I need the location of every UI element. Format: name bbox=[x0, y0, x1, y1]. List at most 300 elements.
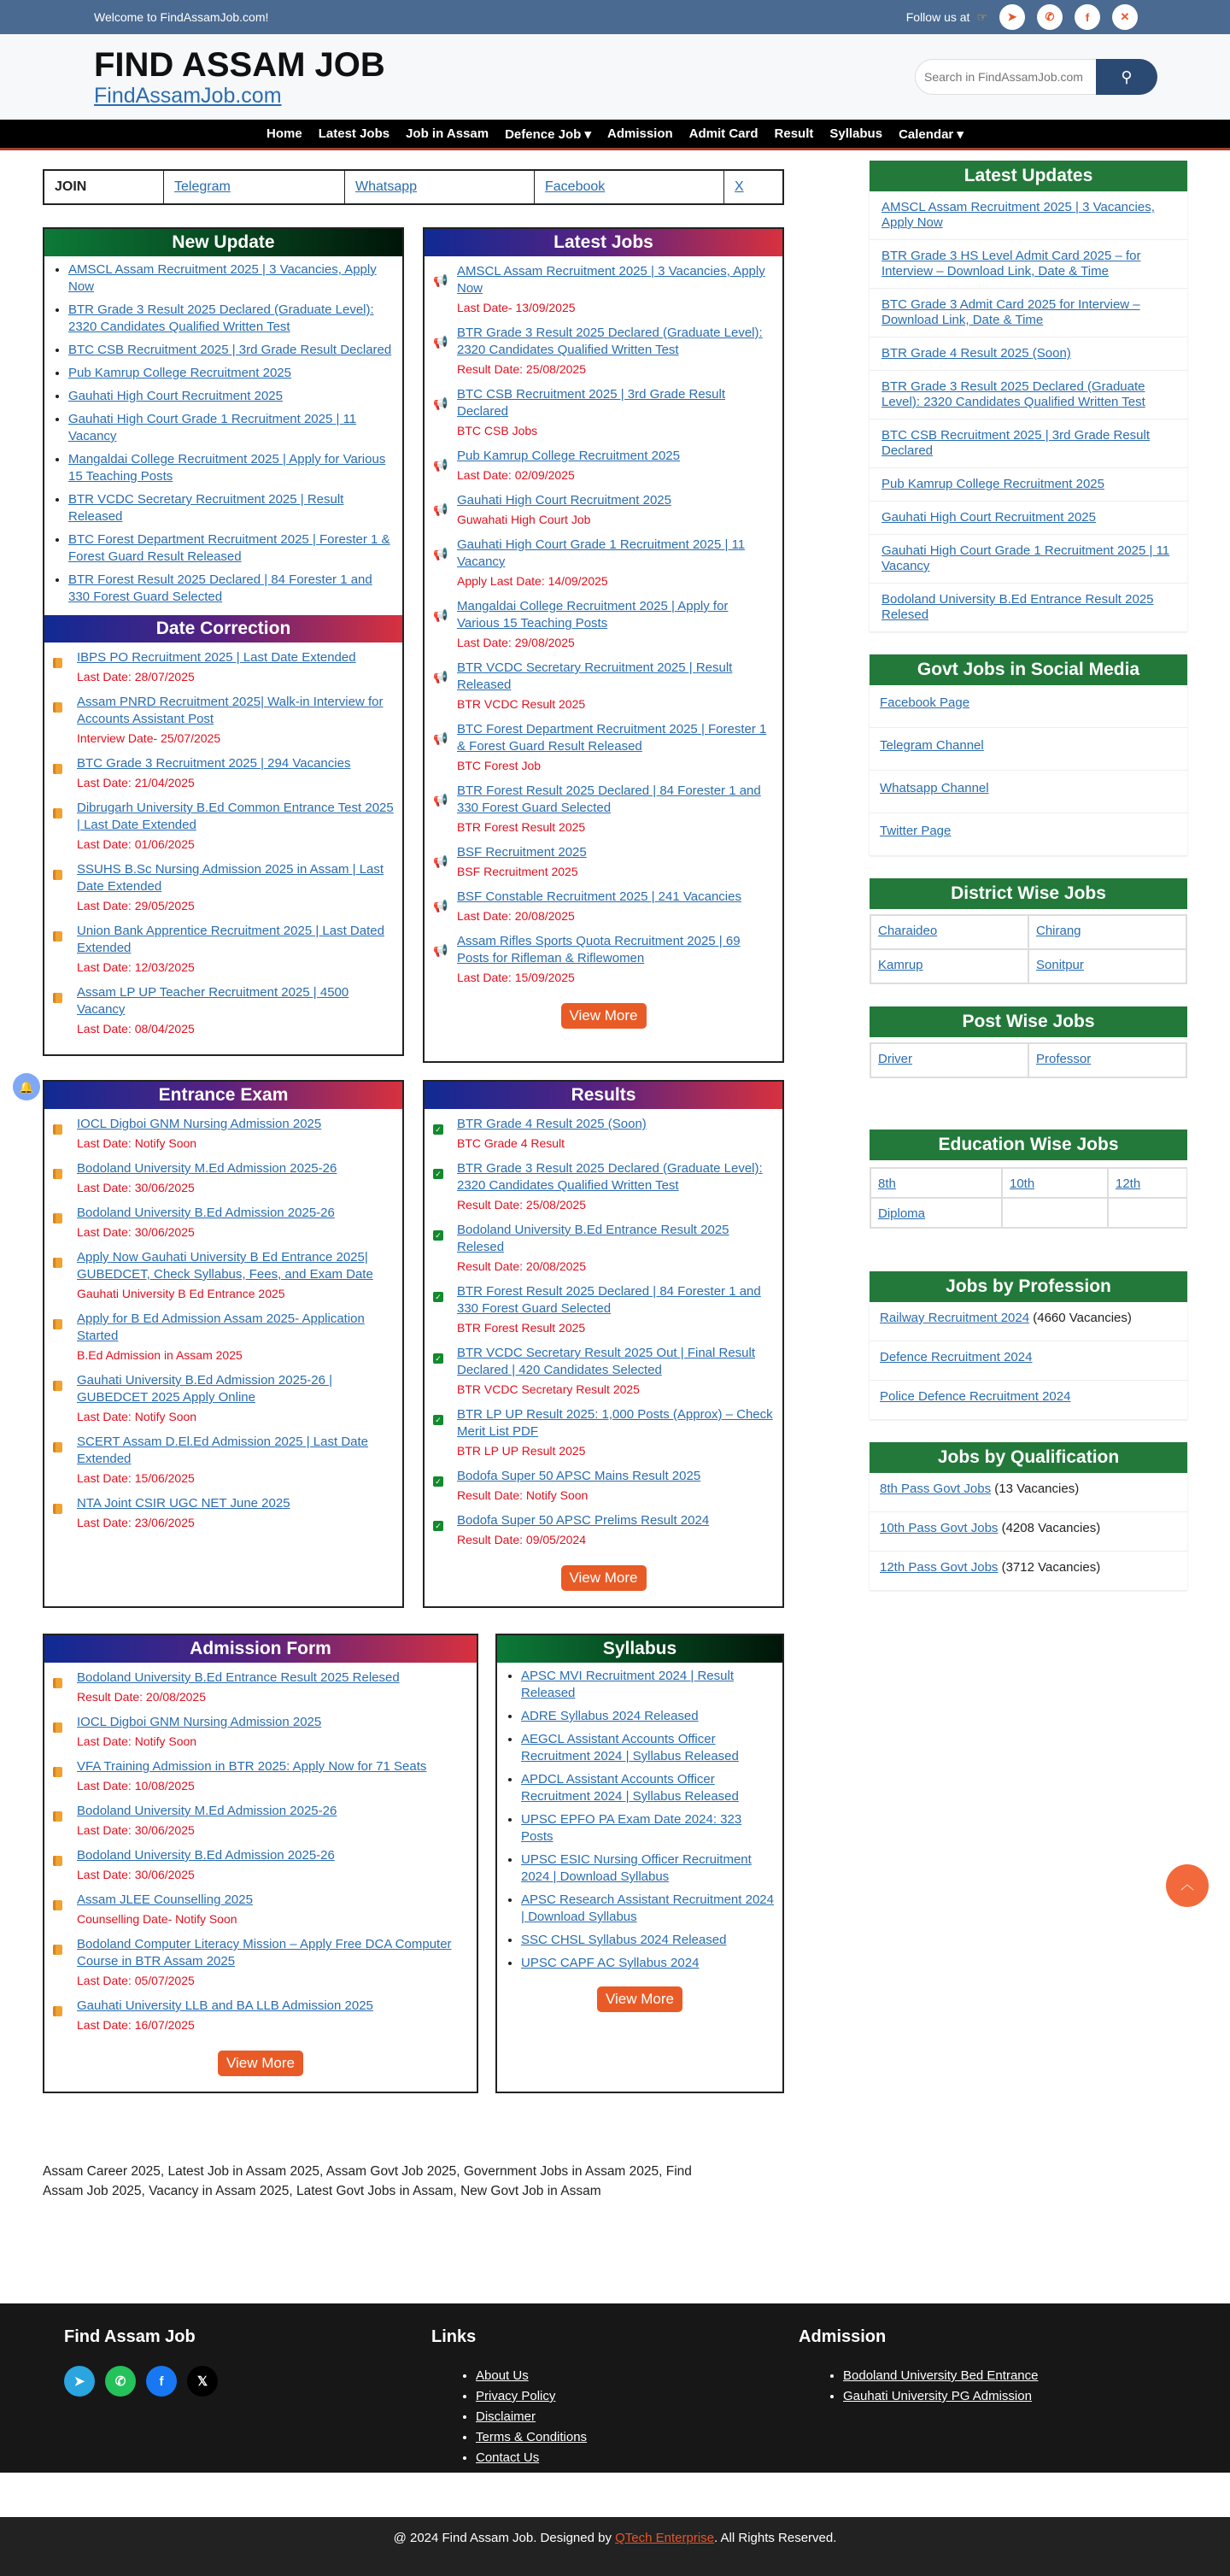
list-item bbox=[521, 1955, 774, 1972]
footer-link[interactable]: Terms & Conditions bbox=[476, 2430, 588, 2444]
education-jobs-title: Education Wise Jobs bbox=[870, 1130, 1187, 1160]
list-item bbox=[53, 649, 394, 685]
list-item-link[interactable]: Dibrugarh University B.Ed Common Entrance Test 2025 | Last Date Extended bbox=[77, 801, 394, 832]
book-glyph bbox=[53, 1381, 62, 1391]
footer-admission-title: Admission bbox=[799, 2327, 887, 2346]
top-bar bbox=[0, 0, 1230, 34]
book-icon bbox=[53, 1847, 70, 1866]
widget-item-link[interactable]: Pub Kamrup College Recruitment 2025 bbox=[882, 477, 1104, 491]
book-icon bbox=[53, 649, 70, 668]
results-title: Results bbox=[425, 1082, 782, 1109]
list-item-link[interactable]: NTA Joint CSIR UGC NET June 2025 bbox=[77, 1496, 290, 1511]
list-item-link[interactable]: IBPS PO Recruitment 2025 | Last Date Extended bbox=[77, 650, 356, 665]
widget-item bbox=[1108, 1168, 1187, 1198]
list-item-link[interactable]: SCERT Assam D.El.Ed Admission 2025 | Last Date Extended bbox=[77, 1435, 369, 1466]
post-jobs-widget bbox=[870, 1006, 1187, 1078]
list-item-link[interactable]: BTC CSB Recruitment 2025 | 3rd Grade Result Declared bbox=[457, 387, 726, 419]
search-button[interactable] bbox=[1096, 59, 1157, 95]
join-facebook-link[interactable]: Facebook bbox=[545, 179, 606, 194]
list-item-link[interactable]: Assam JLEE Counselling 2025 bbox=[77, 1892, 253, 1907]
check-square-icon bbox=[433, 1468, 450, 1487]
check-glyph: ✓ bbox=[433, 1476, 443, 1487]
list-item bbox=[433, 1345, 774, 1398]
widget-item bbox=[870, 1168, 1002, 1198]
widget-item-link[interactable]: Twitter Page bbox=[880, 824, 952, 838]
widget-item-link[interactable]: Gauhati High Court Grade 1 Recruitment 2025 | 11 Vacancy bbox=[882, 543, 1170, 573]
list-item-link[interactable]: AMSCL Assam Recruitment 2025 | 3 Vacancies, Apply Now bbox=[457, 264, 765, 296]
widget-item-link[interactable]: Bodoland University B.Ed Entrance Result 2025 Relesed bbox=[882, 592, 1154, 622]
whatsapp-icon[interactable]: ✆ bbox=[105, 2366, 136, 2397]
list-item bbox=[433, 598, 774, 651]
check-square-icon bbox=[433, 1512, 450, 1531]
join-bar bbox=[43, 169, 784, 205]
list-item-link[interactable]: BTR VCDC Secretary Result 2025 Out | Final Result Declared | 420 Candidates Selected bbox=[457, 1346, 756, 1377]
list-item-link[interactable]: BTC Forest Department Recruitment 2025 | Forester 1 & Forest Guard Result Released bbox=[457, 722, 767, 754]
list-item-subtext: B.Ed Admission in Assam 2025 bbox=[77, 1348, 243, 1362]
x-icon[interactable]: ✕ bbox=[1112, 4, 1138, 30]
list-item bbox=[433, 537, 774, 590]
list-item bbox=[521, 1771, 774, 1805]
list-item-link[interactable]: Gauhati High Court Recruitment 2025 bbox=[68, 389, 283, 403]
list-item-subtext: Last Date: 02/09/2025 bbox=[457, 468, 575, 482]
list-item-link[interactable]: Union Bank Apprentice Recruitment 2025 | Last Dated Extended bbox=[77, 924, 384, 955]
list-item bbox=[53, 800, 394, 853]
copyright-text: @ 2024 Find Assam Job. Designed by bbox=[393, 2531, 616, 2545]
check-glyph: ✓ bbox=[433, 1292, 443, 1302]
widget-item-link[interactable]: Railway Recruitment 2024 bbox=[880, 1311, 1030, 1325]
list-item-link[interactable]: BTR Forest Result 2025 Declared | 84 Forester 1 and 330 Forest Guard Selected bbox=[68, 572, 372, 604]
megaphone-glyph: 📢 bbox=[433, 335, 448, 349]
new-update-box bbox=[43, 227, 404, 1056]
latest-jobs-box bbox=[423, 227, 784, 1063]
search-input[interactable] bbox=[915, 59, 1096, 95]
list-item-subtext: BTR VCDC Result 2025 bbox=[457, 697, 586, 711]
book-glyph bbox=[53, 1258, 62, 1268]
post-jobs-title: Post Wise Jobs bbox=[870, 1006, 1187, 1037]
join-whatsapp-link[interactable]: Whatsapp bbox=[355, 179, 418, 194]
list-item bbox=[433, 386, 774, 439]
list-item bbox=[68, 451, 394, 485]
widget-item-link[interactable]: BTC Grade 3 Admit Card 2025 for Interview – Download Link, Date & Time bbox=[882, 297, 1140, 327]
list-item-link[interactable]: APDCL Assistant Accounts Officer Recruitment 2024 | Syllabus Released bbox=[521, 1772, 739, 1804]
book-glyph bbox=[53, 2006, 62, 2016]
nav-item[interactable]: Home bbox=[266, 126, 302, 141]
widget-item-link[interactable]: Chirang bbox=[1036, 924, 1081, 938]
nav-item[interactable]: Syllabus bbox=[829, 126, 883, 141]
join-telegram-link[interactable]: Telegram bbox=[174, 179, 231, 194]
check-glyph: ✓ bbox=[433, 1521, 443, 1531]
list-item-link[interactable]: BTR Grade 4 Result 2025 (Soon) bbox=[457, 1117, 647, 1131]
list-item bbox=[53, 861, 394, 914]
megaphone-glyph: 📢 bbox=[433, 899, 448, 912]
list-item-link[interactable]: IOCL Digboi GNM Nursing Admission 2025 bbox=[77, 1715, 322, 1729]
widget-item bbox=[870, 240, 1187, 289]
footer-link[interactable]: Disclaimer bbox=[476, 2409, 536, 2424]
list-item-subtext: Gauhati University B Ed Entrance 2025 bbox=[77, 1287, 285, 1300]
megaphone-glyph: 📢 bbox=[433, 273, 448, 287]
widget-item-link[interactable]: Gauhati High Court Recruitment 2025 bbox=[882, 510, 1096, 525]
widget-item-link[interactable]: AMSCL Assam Recruitment 2025 | 3 Vacancies, Apply Now bbox=[882, 200, 1155, 230]
check-glyph: ✓ bbox=[433, 1230, 443, 1241]
list-item-link[interactable]: Pub Kamrup College Recruitment 2025 bbox=[457, 449, 680, 463]
widget-item-link[interactable]: Defence Recruitment 2024 bbox=[880, 1350, 1033, 1364]
list-item-link[interactable]: ADRE Syllabus 2024 Released bbox=[521, 1709, 699, 1723]
list-item-subtext: Result Date: 20/08/2025 bbox=[457, 1259, 586, 1273]
check-square-icon bbox=[433, 1283, 450, 1302]
list-item-subtext: Last Date: 21/04/2025 bbox=[77, 776, 195, 789]
widget-item bbox=[1028, 949, 1186, 983]
list-item-link[interactable]: APSC Research Assistant Recruitment 2024 | Download Syllabus bbox=[521, 1892, 774, 1924]
megaphone-glyph: 📢 bbox=[433, 547, 448, 560]
results-view-more-button[interactable]: View More bbox=[561, 1565, 647, 1591]
list-item-subtext: Last Date: 29/08/2025 bbox=[457, 636, 575, 649]
book-glyph bbox=[53, 1856, 62, 1866]
widget-item-link[interactable]: BTC CSB Recruitment 2025 | 3rd Grade Result Declared bbox=[882, 428, 1151, 458]
megaphone-glyph: 📢 bbox=[433, 670, 448, 684]
district-jobs-title: District Wise Jobs bbox=[870, 878, 1187, 909]
book-icon bbox=[53, 984, 70, 1003]
list-item-link[interactable]: SSUHS B.Sc Nursing Admission 2025 in Assam | Last Date Extended bbox=[77, 862, 384, 894]
list-item-link[interactable]: BTR Grade 3 Result 2025 Declared (Graduate Level): 2320 Candidates Qualified Written Test bbox=[457, 326, 763, 357]
latest-jobs-view-more-button[interactable]: View More bbox=[561, 1003, 647, 1029]
widget-item-link[interactable]: Sonitpur bbox=[1036, 958, 1084, 972]
list-item bbox=[521, 1851, 774, 1886]
nav-item[interactable]: Latest Jobs bbox=[318, 126, 390, 141]
footer bbox=[0, 2303, 1230, 2473]
widget-item bbox=[870, 289, 1187, 337]
list-item-link[interactable]: BTC CSB Recruitment 2025 | 3rd Grade Result Declared bbox=[68, 343, 392, 357]
list-item-subtext: Result Date: 20/08/2025 bbox=[77, 1690, 206, 1704]
list-item bbox=[433, 1160, 774, 1213]
widget-item bbox=[870, 337, 1187, 371]
book-icon bbox=[53, 861, 70, 880]
book-icon bbox=[53, 1998, 70, 2016]
widget-item-link[interactable]: Charaideo bbox=[878, 924, 938, 938]
list-item bbox=[53, 1669, 468, 1705]
copyright-suffix: . All Rights Reserved. bbox=[714, 2531, 837, 2545]
list-item bbox=[53, 1495, 394, 1531]
list-item-link[interactable]: Gauhati High Court Grade 1 Recruitment 2025 | 11 Vacancy bbox=[68, 412, 357, 443]
list-item bbox=[53, 1311, 394, 1364]
list-item-link[interactable]: VFA Training Admission in BTR 2025: Apply Now for 71 Seats bbox=[77, 1759, 427, 1774]
check-square-icon bbox=[433, 1160, 450, 1179]
list-item-link[interactable]: Gauhati High Court Grade 1 Recruitment 2025 | 11 Vacancy bbox=[457, 537, 746, 569]
list-item-link[interactable]: Mangaldai College Recruitment 2025 | Apply for Various 15 Teaching Posts bbox=[68, 452, 386, 484]
megaphone-glyph: 📢 bbox=[433, 854, 448, 868]
list-item-link[interactable]: Bodoland University B.Ed Admission 2025-26 bbox=[77, 1206, 335, 1220]
list-item-link[interactable]: Bodofa Super 50 APSC Mains Result 2025 bbox=[457, 1469, 701, 1483]
designer-link[interactable]: QTech Enterprise bbox=[615, 2531, 715, 2545]
widget-item bbox=[1108, 1198, 1187, 1228]
widget-item-link[interactable]: Police Defence Recruitment 2024 bbox=[880, 1389, 1071, 1404]
list-item bbox=[521, 1731, 774, 1765]
widget-item-link[interactable]: 8th bbox=[878, 1177, 896, 1191]
book-icon bbox=[53, 800, 70, 819]
book-icon bbox=[53, 1936, 70, 1955]
vacancy-count: (4208 Vacancies) bbox=[1001, 1521, 1101, 1535]
list-item-subtext: BTC Grade 4 Result bbox=[457, 1136, 565, 1150]
list-item-link[interactable]: Apply Now Gauhati University B Ed Entrance 2025| GUBEDCET, Check Syllabus, Fees, and Exam Date bbox=[77, 1250, 373, 1282]
facebook-icon[interactable]: f bbox=[146, 2366, 177, 2397]
list-item bbox=[68, 261, 394, 296]
list-item-subtext: Last Date: 10/08/2025 bbox=[77, 1779, 195, 1793]
book-icon bbox=[53, 694, 70, 713]
nav-item[interactable]: Admission bbox=[606, 126, 673, 141]
list-item-link[interactable]: Assam Rifles Sports Quota Recruitment 2025 | 69 Posts for Rifleman & Riflewomen bbox=[457, 934, 741, 965]
book-glyph bbox=[53, 1124, 62, 1135]
list-item bbox=[53, 1998, 468, 2033]
list-item-subtext: Last Date: 30/06/2025 bbox=[77, 1225, 195, 1239]
widget-item bbox=[870, 1473, 1187, 1512]
list-item-subtext: BTC Forest Job bbox=[457, 759, 542, 772]
book-glyph bbox=[53, 1811, 62, 1822]
list-item bbox=[521, 1668, 774, 1702]
syllabus-view-more-button[interactable]: View More bbox=[597, 1986, 682, 2012]
list-item-link[interactable]: Gauhati High Court Recruitment 2025 bbox=[457, 493, 671, 508]
education-jobs-widget bbox=[870, 1130, 1187, 1229]
seo-tags-text: Assam Career 2025, Latest Job in Assam 2025, Assam Govt Job 2025, Government Jobs in Assam 2025, Find Assam Job 2025, Vacancy in Assam 2025, Latest Govt Jobs in Assam, New Govt Job in Assam bbox=[43, 2164, 692, 2198]
list-item-link[interactable]: Bodoland University M.Ed Admission 2025-26 bbox=[77, 1804, 337, 1818]
list-item bbox=[53, 1892, 468, 1928]
widget-item-link[interactable]: BTR Grade 4 Result 2025 (Soon) bbox=[882, 346, 1071, 361]
widget-item bbox=[870, 1341, 1187, 1381]
list-item bbox=[68, 365, 394, 382]
widget-item bbox=[1002, 1168, 1108, 1198]
widget-item-link[interactable]: Kamrup bbox=[878, 958, 923, 972]
footer-link[interactable]: Gauhati University PG Admission bbox=[843, 2389, 1032, 2403]
list-item-link[interactable]: AMSCL Assam Recruitment 2025 | 3 Vacancies, Apply Now bbox=[68, 262, 377, 294]
telegram-icon[interactable]: ➤ bbox=[999, 4, 1025, 30]
widget-item bbox=[870, 468, 1187, 502]
nav-item[interactable]: Calendar ▾ bbox=[899, 126, 964, 142]
book-icon bbox=[53, 1892, 70, 1910]
widget-item-link[interactable]: Driver bbox=[878, 1052, 912, 1066]
book-icon bbox=[53, 923, 70, 942]
list-item-link[interactable]: BTC Forest Department Recruitment 2025 | Forester 1 & Forest Guard Result Released bbox=[68, 532, 390, 564]
syllabus-box bbox=[495, 1634, 784, 2093]
widget-item-link[interactable]: 12th bbox=[1116, 1177, 1141, 1191]
list-item-link[interactable]: BTR VCDC Secretary Recruitment 2025 | Result Released bbox=[457, 660, 733, 692]
widget-item-link[interactable]: 10th Pass Govt Jobs bbox=[880, 1521, 999, 1535]
list-item-link[interactable]: BSF Recruitment 2025 bbox=[457, 845, 587, 860]
list-item-link[interactable]: Bodoland University M.Ed Admission 2025-26 bbox=[77, 1161, 337, 1176]
list-item-link[interactable]: Bodoland University B.Ed Admission 2025-26 bbox=[77, 1848, 335, 1863]
list-item-link[interactable]: BSF Constable Recruitment 2025 | 241 Vacancies bbox=[457, 889, 741, 904]
list-item-link[interactable]: Assam PNRD Recruitment 2025| Walk-in Interview for Accounts Assistant Post bbox=[77, 695, 384, 726]
widget-item-link[interactable]: Whatsapp Channel bbox=[880, 781, 989, 795]
widget-item-link[interactable]: 10th bbox=[1010, 1177, 1035, 1191]
list-item-link[interactable]: Gauhati University LLB and BA LLB Admission 2025 bbox=[77, 1998, 373, 2013]
check-glyph: ✓ bbox=[433, 1415, 443, 1425]
megaphone-icon bbox=[433, 598, 450, 624]
widget-item-link[interactable]: BTR Grade 3 HS Level Admit Card 2025 – for Interview – Download Link, Date & Time bbox=[882, 249, 1141, 279]
site-url-link[interactable]: FindAssamJob.com bbox=[94, 83, 282, 108]
profession-jobs-title: Jobs by Profession bbox=[870, 1271, 1187, 1302]
megaphone-glyph: 📢 bbox=[433, 396, 448, 410]
district-jobs-widget bbox=[870, 878, 1187, 984]
footer-list-item bbox=[476, 2448, 799, 2468]
scroll-to-top-button[interactable]: ︿ bbox=[1166, 1864, 1209, 1907]
widget-item-link[interactable]: Professor bbox=[1036, 1052, 1092, 1066]
admission-form-title: Admission Form bbox=[44, 1635, 477, 1663]
megaphone-icon bbox=[433, 386, 450, 412]
list-item-link[interactable]: Assam LP UP Teacher Recruitment 2025 | 4500 Vacancy bbox=[77, 985, 349, 1017]
admission-form-box bbox=[43, 1634, 478, 2093]
megaphone-icon bbox=[433, 537, 450, 562]
list-item-link[interactable]: SSC CHSL Syllabus 2024 Released bbox=[521, 1933, 727, 1947]
check-glyph: ✓ bbox=[433, 1353, 443, 1364]
list-item bbox=[68, 531, 394, 566]
facebook-icon[interactable]: f bbox=[1075, 4, 1100, 30]
footer-link[interactable]: Privacy Policy bbox=[476, 2389, 556, 2403]
widget-item bbox=[870, 420, 1187, 468]
list-item-link[interactable]: BTR Grade 3 Result 2025 Declared (Graduate Level): 2320 Candidates Qualified Written Test bbox=[68, 302, 374, 334]
list-item-link[interactable]: BTR Forest Result 2025 Declared | 84 Forester 1 and 330 Forest Guard Selected bbox=[457, 783, 761, 815]
book-icon bbox=[53, 1116, 70, 1135]
notification-bell-icon[interactable]: 🔔 bbox=[13, 1073, 40, 1100]
widget-item bbox=[870, 1043, 1028, 1077]
list-item bbox=[53, 1803, 468, 1839]
list-item-link[interactable]: Bodoland Computer Literacy Mission – Apply Free DCA Computer Course in BTR Assam 2025 bbox=[77, 1937, 452, 1969]
megaphone-icon bbox=[433, 448, 450, 473]
list-item-subtext: BSF Recruitment 2025 bbox=[457, 865, 578, 878]
list-item-link[interactable]: BTR Forest Result 2025 Declared | 84 Forester 1 and 330 Forest Guard Selected bbox=[457, 1284, 761, 1316]
list-item bbox=[53, 984, 394, 1037]
megaphone-icon bbox=[433, 889, 450, 914]
main-nav bbox=[0, 120, 1230, 150]
list-item-subtext: Last Date- 13/09/2025 bbox=[457, 301, 576, 314]
nav-item[interactable]: Result bbox=[774, 126, 814, 141]
list-item bbox=[68, 302, 394, 336]
footer-link[interactable]: Bodoland University Bed Entrance bbox=[843, 2368, 1039, 2383]
list-item-subtext: Last Date: 15/09/2025 bbox=[457, 971, 575, 984]
list-item bbox=[433, 933, 774, 986]
list-item-subtext: BTR LP UP Result 2025 bbox=[457, 1444, 586, 1458]
widget-item bbox=[870, 813, 1187, 856]
list-item bbox=[53, 755, 394, 791]
book-icon bbox=[53, 1372, 70, 1391]
list-item-link[interactable]: BTR Grade 3 Result 2025 Declared (Graduate Level): 2320 Candidates Qualified Written Test bbox=[457, 1161, 763, 1193]
list-item bbox=[53, 1936, 468, 1989]
footer-links-title: Links bbox=[431, 2327, 477, 2346]
list-item bbox=[68, 388, 394, 405]
social-media-title: Govt Jobs in Social Media bbox=[870, 654, 1187, 685]
list-item-link[interactable]: Pub Kamrup College Recruitment 2025 bbox=[68, 366, 291, 380]
check-square-icon bbox=[433, 1116, 450, 1135]
widget-item-link[interactable]: Telegram Channel bbox=[880, 738, 984, 753]
list-item-subtext: Last Date: 16/07/2025 bbox=[77, 2018, 195, 2032]
megaphone-icon bbox=[433, 263, 450, 289]
book-glyph bbox=[53, 1767, 62, 1777]
megaphone-icon bbox=[433, 721, 450, 747]
widget-item bbox=[870, 915, 1028, 949]
site-title: FIND ASSAM JOB bbox=[94, 45, 385, 84]
nav-item[interactable]: Defence Job ▾ bbox=[505, 126, 591, 142]
nav-item[interactable]: Job in Assam bbox=[406, 126, 489, 141]
widget-item bbox=[1028, 1043, 1186, 1077]
list-item-subtext: Result Date: Notify Soon bbox=[457, 1488, 589, 1502]
widget-item-link[interactable]: Diploma bbox=[878, 1206, 926, 1221]
list-item bbox=[433, 263, 774, 316]
footer-link[interactable]: Contact Us bbox=[476, 2450, 540, 2465]
book-icon bbox=[53, 1669, 70, 1688]
list-item-link[interactable]: Gauhati University B.Ed Admission 2025-26 | GUBEDCET 2025 Apply Online bbox=[77, 1373, 333, 1405]
join-label: JOIN bbox=[44, 171, 164, 203]
widget-item-link[interactable]: 8th Pass Govt Jobs bbox=[880, 1482, 992, 1496]
copyright-bar bbox=[0, 2517, 1230, 2576]
list-item-link[interactable]: BTC Grade 3 Recruitment 2025 | 294 Vacancies bbox=[77, 756, 351, 771]
widget-item bbox=[870, 584, 1187, 632]
list-item bbox=[68, 411, 394, 445]
megaphone-icon bbox=[433, 933, 450, 959]
list-item-subtext: Last Date: 29/05/2025 bbox=[77, 899, 195, 912]
list-item-subtext: BTR Forest Result 2025 bbox=[457, 1321, 586, 1335]
vacancy-count: (13 Vacancies) bbox=[994, 1482, 1080, 1496]
list-item-link[interactable]: BTR LP UP Result 2025: 1,000 Posts (Approx) – Check Merit List PDF bbox=[457, 1407, 773, 1439]
list-item-link[interactable]: UPSC ESIC Nursing Officer Recruitment 2024 | Download Syllabus bbox=[521, 1852, 752, 1884]
list-item-link[interactable]: UPSC CAPF AC Syllabus 2024 bbox=[521, 1956, 700, 1970]
list-item-link[interactable]: BTR VCDC Secretary Recruitment 2025 | Result Released bbox=[68, 492, 344, 524]
footer-link[interactable]: About Us bbox=[476, 2368, 529, 2383]
widget-item-link[interactable]: 12th Pass Govt Jobs bbox=[880, 1560, 999, 1575]
list-item-link[interactable]: Bodofa Super 50 APSC Prelims Result 2024 bbox=[457, 1513, 710, 1528]
list-item-link[interactable]: Bodoland University B.Ed Entrance Result 2025 Relesed bbox=[77, 1670, 400, 1685]
list-item bbox=[53, 1714, 468, 1750]
list-item-subtext: Last Date: 23/06/2025 bbox=[77, 1516, 195, 1529]
megaphone-glyph: 📢 bbox=[433, 793, 448, 807]
widget-item bbox=[870, 371, 1187, 420]
book-icon bbox=[53, 1160, 70, 1179]
widget-item-link[interactable]: Facebook Page bbox=[880, 695, 970, 710]
list-item bbox=[53, 1205, 394, 1241]
list-item-link[interactable]: UPSC EPFO PA Exam Date 2024: 323 Posts bbox=[521, 1812, 742, 1844]
list-item-subtext: Guwahati High Court Job bbox=[457, 513, 591, 526]
list-item bbox=[68, 491, 394, 525]
follow-label: Follow us at bbox=[905, 10, 970, 24]
list-item bbox=[521, 1892, 774, 1926]
entrance-exam-title: Entrance Exam bbox=[44, 1082, 402, 1109]
book-icon bbox=[53, 1803, 70, 1822]
book-glyph bbox=[53, 1722, 62, 1733]
list-item-link[interactable]: Apply for B Ed Admission Assam 2025- Application Started bbox=[77, 1311, 365, 1343]
x-icon[interactable]: 𝕏 bbox=[187, 2366, 218, 2397]
book-glyph bbox=[53, 808, 62, 819]
widget-item bbox=[870, 949, 1028, 983]
widget-item-link[interactable]: BTR Grade 3 Result 2025 Declared (Graduate Level): 2320 Candidates Qualified Written Test bbox=[882, 379, 1145, 409]
check-square-icon bbox=[433, 1406, 450, 1425]
book-icon bbox=[53, 1495, 70, 1514]
megaphone-icon bbox=[433, 492, 450, 518]
list-item-link[interactable]: Mangaldai College Recruitment 2025 | Apply for Various 15 Teaching Posts bbox=[457, 599, 729, 631]
list-item bbox=[521, 1811, 774, 1845]
whatsapp-icon[interactable]: ✆ bbox=[1037, 4, 1063, 30]
megaphone-glyph: 📢 bbox=[433, 731, 448, 745]
book-glyph bbox=[53, 870, 62, 880]
admission-view-more-button[interactable]: View More bbox=[218, 2051, 303, 2076]
list-item-link[interactable]: IOCL Digboi GNM Nursing Admission 2025 bbox=[77, 1117, 322, 1131]
list-item-link[interactable]: AEGCL Assistant Accounts Officer Recruitment 2024 | Syllabus Released bbox=[521, 1732, 739, 1763]
widget-item bbox=[870, 191, 1187, 240]
book-glyph bbox=[53, 1319, 62, 1329]
list-item-link[interactable]: APSC MVI Recruitment 2024 | Result Released bbox=[521, 1669, 734, 1700]
list-item-link[interactable]: Bodoland University B.Ed Entrance Result 2025 Relesed bbox=[457, 1223, 729, 1254]
telegram-icon[interactable]: ➤ bbox=[64, 2366, 95, 2397]
join-x-link[interactable]: X bbox=[735, 179, 744, 194]
widget-item bbox=[1028, 915, 1186, 949]
nav-item[interactable]: Admit Card bbox=[688, 126, 758, 141]
list-item-subtext: Result Date: 25/08/2025 bbox=[457, 362, 586, 376]
book-icon bbox=[53, 755, 70, 774]
